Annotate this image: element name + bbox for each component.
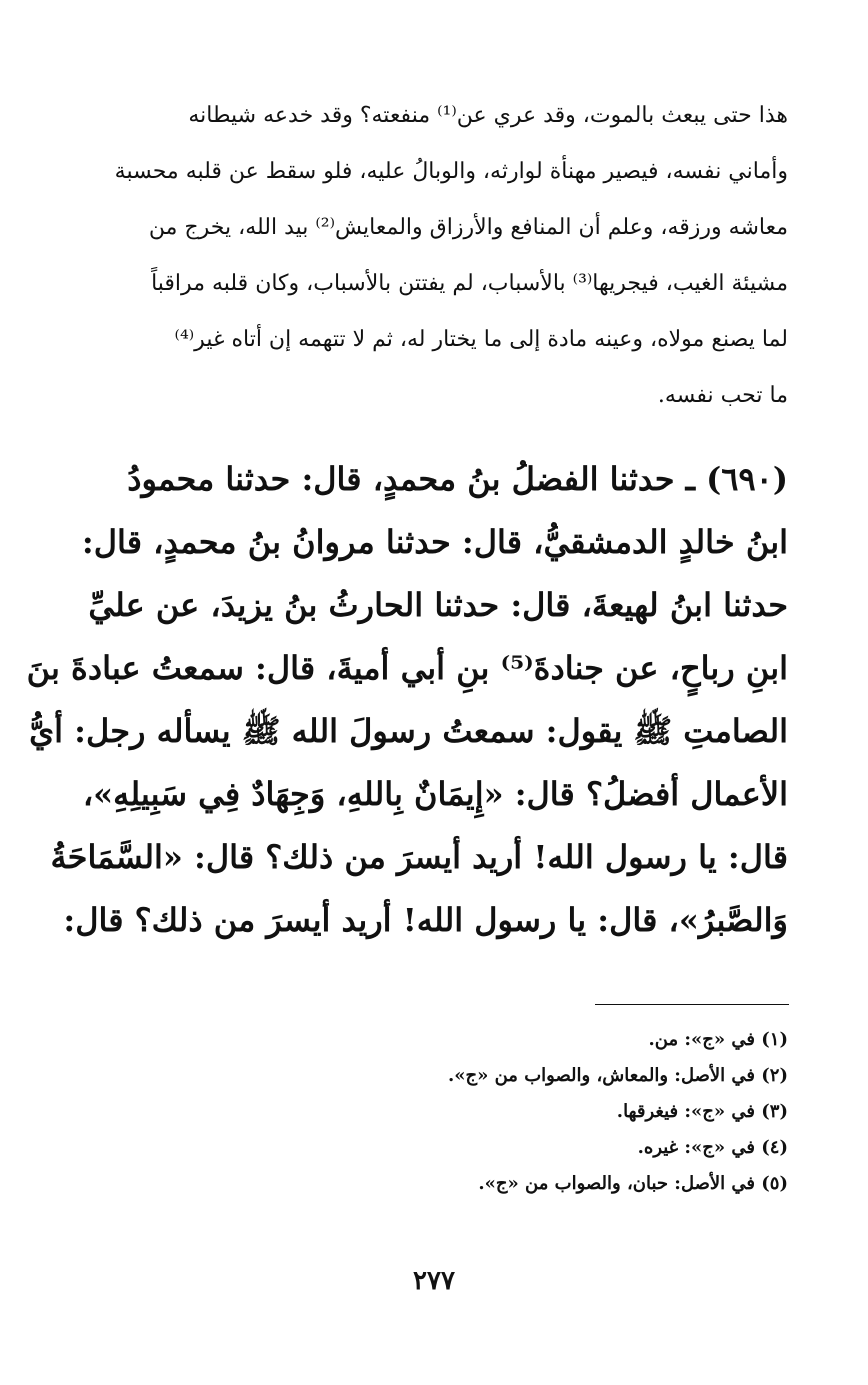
footnote-item: (٣) في «ج»: فيغرقها. bbox=[616, 1101, 788, 1122]
commentary-line: وأماني نفسه، فيصير مهنأة لوارثه، والوبالُ عليه، فلو سقط عن قلبه محسبة bbox=[114, 159, 788, 184]
footnote-item: (٥) في الأصل: حبان، والصواب من «ج». bbox=[478, 1173, 788, 1194]
footnote-divider bbox=[595, 1004, 789, 1005]
hadith-line: الأعمال أفضلُ؟ قال: «إِيمَانٌ بِاللهِ، وَجِهَادٌ فِي سَبِيلِهِ»، bbox=[82, 775, 788, 813]
footnote-item: (٢) في الأصل: والمعاش، والصواب من «ج». bbox=[447, 1065, 788, 1086]
hadith-line: قال: يا رسول الله! أريد أيسرَ من ذلك؟ قال: «السَّمَاحَةُ bbox=[50, 838, 788, 876]
page-number: ٢٧٧ bbox=[413, 1266, 455, 1296]
footnote-item: (١) في «ج»: من. bbox=[648, 1029, 788, 1050]
hadith-line: ابنُ خالدٍ الدمشقيُّ، قال: حدثنا مروانُ بنُ محمدٍ، قال: bbox=[81, 523, 788, 561]
commentary-line: معاشه ورزقه، وعلم أن المنافع والأرزاق والمعايش⁽²⁾ بيد الله، يخرج من bbox=[148, 215, 788, 240]
hadith-line: (٦٩٠) ـ حدثنا الفضلُ بنُ محمدٍ، قال: حدثنا محمودُ bbox=[127, 460, 788, 498]
commentary-line: مشيئة الغيب، فيجريها⁽³⁾ بالأسباب، لم يفتتن بالأسباب، وكان قلبه مراقباً bbox=[151, 271, 788, 296]
commentary-paragraph bbox=[80, 88, 788, 424]
commentary-line: لما يصنع مولاه، وعينه مادة إلى ما يختار له، ثم لا تتهمه إن أتاه غير⁽⁴⁾ bbox=[174, 327, 788, 352]
hadith-line: الصامتِ ﷺ يقول: سمعتُ رسولَ الله ﷺ يسأله رجل: أيُّ bbox=[29, 712, 788, 750]
hadith-line: حدثنا ابنُ لهيعةَ، قال: حدثنا الحارثُ بنُ يزيدَ، عن عليِّ bbox=[88, 586, 788, 624]
footnotes bbox=[80, 1022, 788, 1202]
commentary-line: ما تحب نفسه. bbox=[657, 383, 788, 408]
commentary-line: هذا حتى يبعث بالموت، وقد عري عن⁽¹⁾ منفعته؟ وقد خدعه شيطانه bbox=[188, 103, 788, 128]
hadith-paragraph bbox=[26, 448, 788, 952]
hadith-line: وَالصَّبرُ»، قال: يا رسول الله! أريد أيسرَ من ذلك؟ قال: bbox=[63, 901, 788, 939]
hadith-line: ابنِ رباحٍ، عن جنادةَ⁽⁵⁾ بنِ أبي أميةَ، قال: سمعتُ عبادةَ بنَ bbox=[26, 649, 788, 687]
footnote-item: (٤) في «ج»: غيره. bbox=[637, 1137, 788, 1158]
